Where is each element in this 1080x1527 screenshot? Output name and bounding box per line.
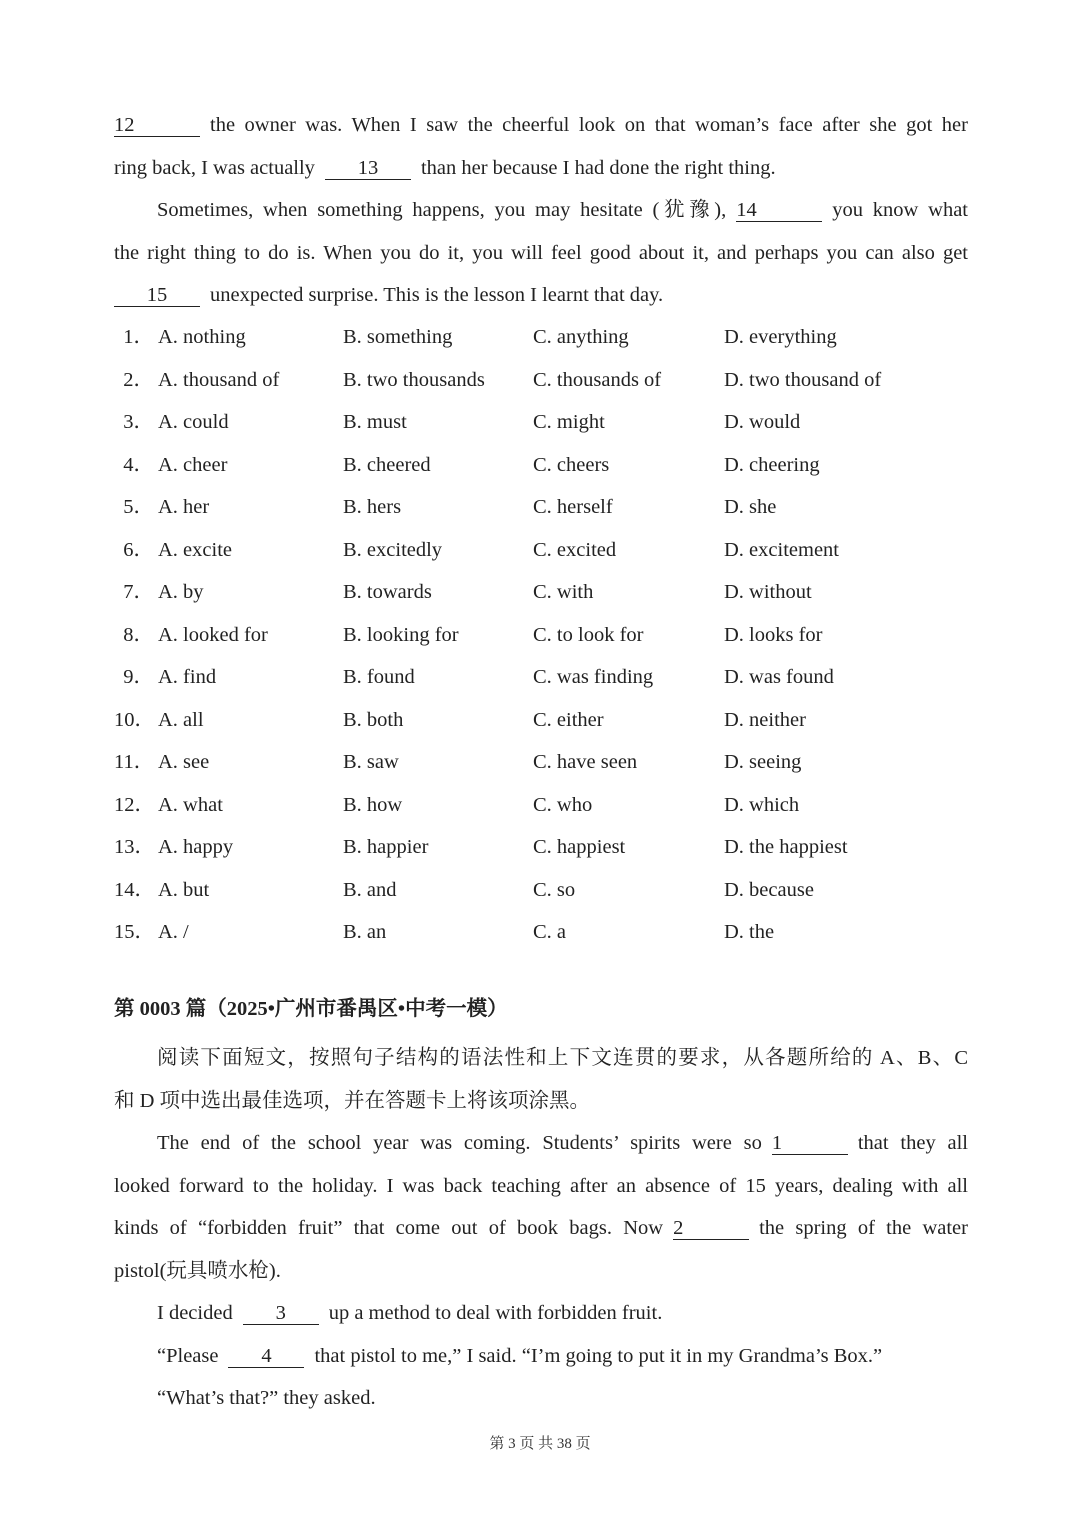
passage-line [114, 1165, 968, 1208]
option-c: C. was finding [533, 666, 654, 688]
option-row [114, 359, 974, 402]
question-number: 9． [123, 666, 154, 688]
question-number: 5． [123, 496, 154, 518]
passage-line [114, 104, 968, 147]
option-c: C. so [533, 878, 576, 901]
option-d: D. which [724, 793, 800, 816]
option-b: B. hers [343, 496, 402, 518]
question-number: 6． [123, 538, 154, 561]
passage-text: you know what [832, 199, 968, 221]
option-row [114, 741, 974, 784]
passage-text: the right thing to do is. When you do it, you will feel good about it, and perhaps you can also get [114, 241, 968, 264]
passage-line [114, 147, 968, 190]
option-c: C. excited [533, 538, 617, 561]
option-a: A. excite [158, 538, 232, 561]
option-b: B. and [343, 878, 397, 901]
passage-text: that pistol to me,” I said. “I’m going to put it in my Grandma’s Box.” [314, 1344, 883, 1367]
option-c: C. who [533, 793, 593, 816]
passage-text: the owner was. When I saw the cheerful look on that woman’s face after she got her [210, 114, 968, 136]
section-title: 第 0003 篇（2025•广州市番禺区•中考一模） [114, 998, 508, 1020]
option-row [114, 486, 974, 529]
option-d: D. because [724, 878, 814, 901]
option-d: D. neither [724, 708, 806, 731]
question-number: 14． [114, 878, 155, 901]
answer-blank: 15 [114, 284, 200, 307]
passage-line [114, 1377, 968, 1420]
instruction-text: 阅读下面短文，按照句子结构的语法性和上下文连贯的要求，从各题所给的 A、B、C [157, 1047, 968, 1069]
option-c: C. thousands of [533, 368, 662, 391]
question-number: 8． [123, 623, 154, 646]
option-a: A. looked for [158, 623, 268, 646]
passage-text: “Please [157, 1344, 219, 1367]
question-number: 2． [123, 368, 154, 391]
option-row [114, 699, 974, 742]
passage-text: up a method to deal with forbidden fruit. [328, 1302, 663, 1324]
option-b: B. both [343, 708, 404, 731]
passage-text: that they all [857, 1132, 968, 1154]
question-number: 15． [114, 921, 155, 943]
option-a: A. all [158, 708, 204, 731]
question-number: 7． [123, 581, 154, 603]
option-a: A. by [158, 581, 204, 603]
option-d: D. two thousand of [724, 368, 882, 391]
option-row [114, 911, 974, 954]
passage-line [114, 1292, 968, 1335]
option-d: D. without [724, 581, 812, 603]
option-d: D. everything [724, 326, 837, 348]
option-b: B. excitedly [343, 538, 443, 561]
option-b: B. towards [343, 581, 432, 603]
option-d: D. would [724, 411, 801, 433]
option-a: A. nothing [158, 326, 246, 348]
instruction-text: 和 D 项中选出最佳选项，并在答题卡上将该项涂黑。 [114, 1089, 591, 1112]
option-c: C. to look for [533, 623, 644, 646]
option-b: B. looking for [343, 623, 459, 646]
option-d: D. was found [724, 666, 834, 688]
question-number: 10． [114, 708, 155, 731]
passage-text: unexpected surprise. This is the lesson I learnt that day. [210, 284, 664, 306]
passage-line [114, 1335, 968, 1378]
option-row [114, 614, 974, 657]
option-a: A. see [158, 751, 210, 773]
passage-line [114, 1250, 968, 1293]
option-row [114, 656, 974, 699]
option-c: C. happiest [533, 836, 626, 858]
option-a: A. / [158, 921, 189, 943]
option-a: A. thousand of [158, 368, 280, 391]
question-number: 11． [114, 751, 155, 773]
question-number: 13． [114, 836, 155, 858]
answer-blank: 12 [114, 114, 200, 137]
section-instruction [114, 1037, 968, 1122]
passage-line [114, 1207, 968, 1250]
option-row [114, 571, 974, 614]
option-a: A. cheer [158, 453, 228, 476]
option-c: C. a [533, 921, 567, 943]
option-c: C. herself [533, 496, 613, 518]
option-c: C. either [533, 708, 604, 731]
option-d: D. the happiest [724, 836, 848, 858]
page-footer: 第 3 页 共 38 页 [489, 1436, 591, 1452]
answer-blank: 3 [243, 1302, 319, 1325]
passage-text: I decided [157, 1302, 233, 1324]
option-c: C. might [533, 411, 605, 433]
passage-line [114, 274, 968, 317]
option-a: A. find [158, 666, 217, 688]
passage-line [114, 189, 968, 232]
option-c: C. cheers [533, 453, 610, 476]
passage-text: the spring of the water [759, 1217, 968, 1239]
option-d: D. cheering [724, 453, 820, 476]
option-b: B. an [343, 921, 387, 943]
option-d: D. seeing [724, 751, 802, 773]
option-row [114, 316, 974, 359]
option-a: A. what [158, 793, 223, 816]
option-row [114, 401, 974, 444]
option-row [114, 826, 974, 869]
option-c: C. anything [533, 326, 629, 348]
question-number: 12． [114, 793, 155, 816]
option-row [114, 444, 974, 487]
passage-text: kinds of “forbidden fruit” that come out of book bags. Now [114, 1217, 664, 1239]
option-d: D. excitement [724, 538, 839, 561]
option-b: B. how [343, 793, 403, 816]
passage-line [114, 1122, 968, 1165]
answer-blank: 4 [228, 1345, 304, 1368]
answer-blank: 13 [325, 157, 411, 180]
passage-new [114, 1122, 968, 1420]
option-row [114, 784, 974, 827]
option-d: D. the [724, 921, 775, 943]
passage-text: “What’s that?” they asked. [157, 1387, 376, 1409]
option-b: B. two thousands [343, 368, 485, 391]
option-b: B. must [343, 411, 407, 433]
answer-blank: 1 [772, 1132, 848, 1155]
answer-blank: 14 [736, 199, 822, 222]
option-a: A. happy [158, 836, 234, 858]
option-d: D. looks for [724, 623, 823, 646]
option-row [114, 869, 974, 912]
option-c: C. have seen [533, 751, 638, 773]
passage-text: than her because I had done the right thing. [420, 156, 776, 179]
option-row [114, 529, 974, 572]
option-b: B. something [343, 326, 453, 348]
passage-text: Sometimes, when something happens, you may hesitate (犹豫), [157, 199, 727, 221]
answer-blank: 2 [673, 1217, 749, 1240]
passage-line [114, 232, 968, 275]
passage-text: The end of the school year was coming. Students’ spirits were so [157, 1132, 762, 1154]
passage-text: ring back, I was actually [114, 156, 315, 179]
passage-text: looked forward to the holiday. I was back teaching after an absence of 15 years, dealing with all [114, 1174, 968, 1197]
option-b: B. saw [343, 751, 399, 773]
option-b: B. happier [343, 836, 429, 858]
option-a: A. her [158, 496, 210, 518]
option-d: D. she [724, 496, 777, 518]
question-number: 4． [123, 453, 154, 476]
passage-text: pistol(玩具喷水枪). [114, 1259, 281, 1282]
option-b: B. found [343, 666, 415, 688]
question-number: 1． [123, 326, 154, 348]
question-number: 3． [123, 411, 154, 433]
option-c: C. with [533, 581, 594, 603]
option-b: B. cheered [343, 453, 431, 476]
option-a: A. could [158, 411, 229, 433]
passage-previous [114, 104, 968, 317]
option-a: A. but [158, 878, 210, 901]
